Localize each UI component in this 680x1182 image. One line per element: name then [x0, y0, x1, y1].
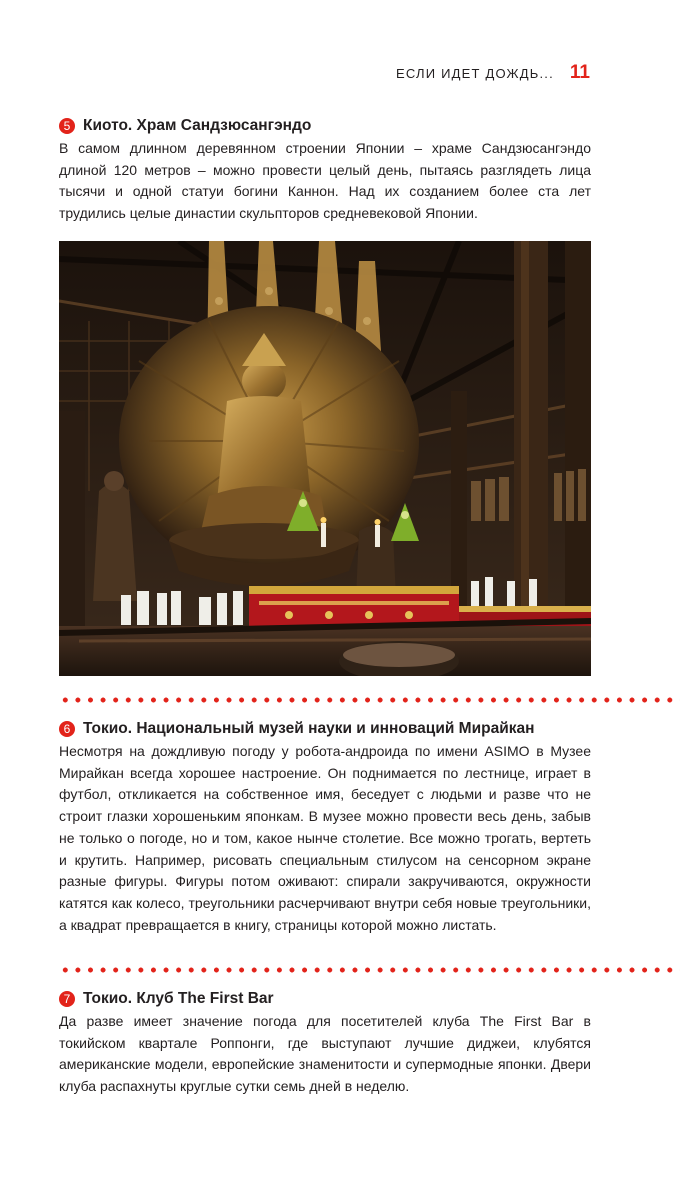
running-header: [0, 62, 590, 84]
dotted-divider: [59, 697, 680, 703]
section-title: Киото. Храм Сандзюсангэндо: [83, 117, 312, 134]
section-miraikan: [59, 718, 591, 936]
temple-photo-illustration: [59, 241, 591, 676]
dotted-divider: [59, 967, 680, 973]
section-heading: [59, 115, 591, 137]
section-number-badge: 7: [59, 991, 75, 1007]
section-title: Токио. Национальный музей науки и инноваций Мирайкан: [83, 720, 535, 737]
section-body: В самом длинном деревянном строении Японии – храме Сандзюсангэндо длиной 120 метров – можно провести целый день, пытаясь разглядеть лица тысячи и одной статуи богини Каннон. Над их созданием более ста лет трудились целые династии скульпторов средневековой Японии.: [59, 140, 591, 222]
section-body: Да разве имеет значение погода для посетителей клуба The First Bar в токийском квартале Роппонги, где выступают лучшие диджеи, клубятся американские модели, европейские знаменитости и супермодные японки. Двери клуба распахнуты круглые сутки семь дней в неделю.: [59, 1013, 591, 1095]
section-number-badge: 6: [59, 721, 75, 737]
section-number-badge: 5: [59, 118, 75, 134]
section-first-bar: [59, 988, 591, 1098]
running-title: ЕСЛИ ИДЕТ ДОЖДЬ...: [396, 66, 554, 81]
section-sanjusangendo: [59, 115, 591, 225]
page-number: 11: [569, 62, 590, 83]
section-title: Токио. Клуб The First Bar: [83, 990, 274, 1007]
section-heading: [59, 718, 591, 740]
section-heading: [59, 988, 591, 1010]
temple-photo: [59, 241, 591, 676]
section-body: Несмотря на дождливую погоду у робота-андроида по имени ASIMO в Музее Мирайкан всегда хорошее настроение. Он поднимается по лестнице, играет в футбол, откликается на собственное имя, беседует с людьми и разве что не строит глазки хорошеньким японкам. В музее можно провести весь день, забыв не только о погоде, но и том, какое нынче столетие. Все можно трогать, вертеть и крутить. Например, рисовать специальным стилусом на сенсорном экране разные фигуры. Фигуры потом оживают: спирали закручиваются, окружности катятся как колесо, треугольники расчерчивают внутри себя новые треугольники, а квадрат превращается в книгу, страницы которой можно листать.: [59, 743, 591, 933]
